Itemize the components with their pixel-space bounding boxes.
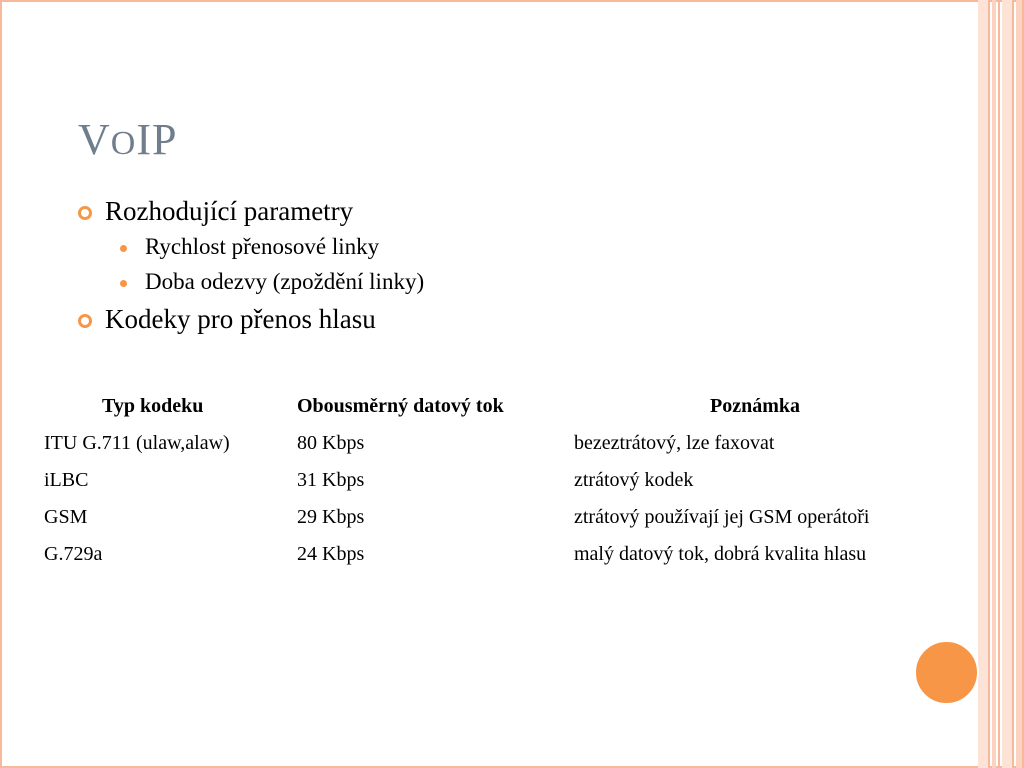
decorative-circle-icon (914, 640, 979, 705)
header-bitrate: Obousměrný datový tok (297, 395, 504, 417)
cell-codec: G.729a (44, 543, 103, 565)
slide-title (78, 114, 177, 165)
bullet-text: Rozhodující parametry (105, 196, 354, 226)
cell-codec: ITU G.711 (ulaw,alaw) (44, 432, 230, 454)
header-note: Poznámka (710, 395, 800, 417)
ring-bullet-icon (78, 314, 92, 328)
cell-codec: GSM (44, 506, 88, 528)
cell-bitrate: 29 Kbps (297, 506, 365, 528)
right-edge-stripe (998, 0, 1000, 768)
cell-note: malý datový tok, dobrá kvalita hlasu (574, 543, 867, 565)
right-edge-stripe (988, 0, 990, 768)
title-rest: IP (136, 115, 178, 164)
dot-bullet-icon (120, 245, 127, 252)
right-edge-stripe (1002, 0, 1012, 768)
title-initial: V (78, 115, 111, 164)
header-codec-type: Typ kodeku (102, 395, 204, 417)
sub-bullet-item (78, 269, 424, 304)
cell-bitrate: 31 Kbps (297, 469, 365, 491)
cell-codec: iLBC (44, 469, 89, 491)
dot-bullet-icon (120, 280, 127, 287)
cell-bitrate: 24 Kbps (297, 543, 365, 565)
sub-bullet-text: Doba odezvy (zpoždění linky) (145, 269, 425, 294)
cell-note: ztrátový kodek (574, 469, 694, 491)
sub-bullet-item (78, 234, 424, 269)
bullet-item (78, 304, 424, 342)
bullet-list (78, 196, 424, 342)
cell-bitrate: 80 Kbps (297, 432, 365, 454)
cell-note: ztrátový používají jej GSM operátoři (574, 506, 870, 528)
right-edge-stripe (1016, 0, 1022, 768)
title-small-cap: O (110, 125, 137, 162)
sub-bullet-text: Rychlost přenosové linky (145, 234, 380, 259)
bullet-text: Kodeky pro přenos hlasu (105, 304, 376, 334)
ring-bullet-icon (78, 206, 92, 220)
right-edge-stripe (1012, 0, 1014, 768)
right-edge-stripe (992, 0, 996, 768)
bullet-item (78, 196, 424, 234)
right-edge-stripe (978, 0, 988, 768)
cell-note: bezeztrátový, lze faxovat (574, 432, 775, 454)
